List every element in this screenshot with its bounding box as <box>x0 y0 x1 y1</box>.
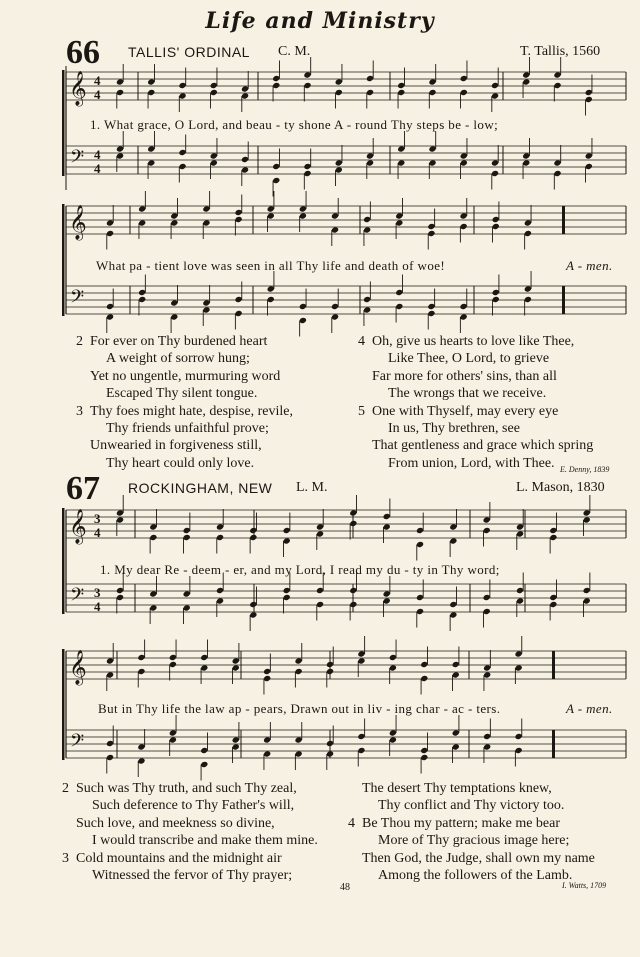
hymn-66-verses-left <box>76 333 293 472</box>
time-signature-top: 4 <box>94 73 101 88</box>
hymn-66-author-credit: E. Denny, 1839 <box>560 465 610 474</box>
verse-text: For ever on Thy burdened heart <box>90 334 268 349</box>
bass-clef-icon: 𝄢 <box>70 731 85 756</box>
verse-line <box>348 815 595 832</box>
verse-number: 4 <box>358 334 365 349</box>
verse-text: Such was Thy truth, and such Thy zeal, <box>76 781 297 796</box>
verse-line <box>76 333 293 350</box>
verse-line: Thy friends unfaithful prove; <box>106 421 269 437</box>
treble-clef-icon: 𝄞 <box>69 205 87 240</box>
hymn-67-amen: A - men. <box>566 701 613 716</box>
hymn-66-lyric-line-1: 1. What grace, O Lord, and beau - ty shone A - round Thy steps be - low; <box>90 117 499 132</box>
verse-line <box>358 403 593 420</box>
time-signature-bottom: 4 <box>94 525 101 540</box>
verse-number: 4 <box>348 815 355 831</box>
verse-number: 3 <box>62 850 69 866</box>
final-bar <box>552 651 555 679</box>
verse-line: Like Thee, O Lord, to grieve <box>388 351 550 367</box>
verse-line: I would transcribe and make them mine. <box>92 833 318 849</box>
verse-line: Such deference to Thy Father's will, <box>92 798 295 814</box>
verse-text: Oh, give us hearts to love like Thee, <box>372 334 575 349</box>
verse-line: In us, Thy brethren, see <box>388 421 520 437</box>
hymn-67-lyric-line-1: 1. My dear Re - deem - er, and my Lord, I read my du - ty in Thy word; <box>100 562 500 577</box>
final-bar <box>562 286 565 314</box>
verse-line <box>62 780 318 797</box>
verse-number: 5 <box>358 403 365 419</box>
hymn-66-amen: A - men. <box>566 258 613 273</box>
verse-line <box>62 850 318 867</box>
hymn-67-lyric-line-2: But in Thy life the law ap - pears, Drawn out in liv - ing char - ac - ters. <box>98 701 501 716</box>
time-signature-bottom: 4 <box>94 87 101 102</box>
verse-line: The wrongs that we receive. <box>388 386 547 402</box>
verse-line: More of Thy gracious image here; <box>378 833 570 849</box>
time-signature-top: 4 <box>94 147 101 162</box>
system-brace <box>62 649 65 760</box>
verse-text: Cold mountains and the midnight air <box>76 850 282 866</box>
hymn-66-verses-right <box>358 333 593 472</box>
verse-line: Thy heart could only love. <box>106 455 255 471</box>
hymn-66-composer: T. Tallis, 1560 <box>520 44 601 59</box>
verse-line: Far more for others' sins, than all <box>372 368 557 384</box>
hymn-67-author-credit: I. Watts, 1709 <box>562 881 607 890</box>
treble-clef-icon: 𝄞 <box>69 71 87 106</box>
verse-number: 3 <box>76 403 83 419</box>
verse-line: Escaped Thy silent tongue. <box>106 386 258 402</box>
verse-number: 2 <box>62 781 69 796</box>
bass-clef-icon: 𝄢 <box>70 147 85 172</box>
verse-line: Witnessed the fervor of Thy prayer; <box>92 868 293 884</box>
verse-line: That gentleness and grace which spring <box>372 438 594 454</box>
hymn-66-meter: C. M. <box>278 44 311 59</box>
verse-text: Thy foes might hate, despise, revile, <box>90 403 293 419</box>
verse-line: From union, Lord, with Thee. <box>388 455 555 471</box>
system-brace <box>62 70 65 176</box>
hymn-67-verses-left <box>62 780 318 884</box>
time-signature-bottom: 4 <box>94 161 101 176</box>
hymn-66-number: 66 <box>66 34 100 71</box>
bass-clef-icon: 𝄢 <box>70 287 85 312</box>
verse-line: Yet no ungentle, murmuring word <box>90 368 281 384</box>
verse-line: Among the followers of the Lamb. <box>378 868 573 884</box>
verse-line: The desert Thy temptations knew, <box>362 781 552 796</box>
treble-clef-icon: 𝄞 <box>69 650 87 685</box>
hymn-67-verses-right <box>348 780 595 884</box>
time-signature-bottom: 4 <box>94 599 101 614</box>
verse-line: Such love, and meekness so divine, <box>76 815 275 831</box>
page-header-title: Life and Ministry <box>205 8 435 34</box>
verse-line: A weight of sorrow hung; <box>106 351 250 367</box>
treble-clef-icon: 𝄞 <box>69 509 87 544</box>
final-bar <box>562 206 565 234</box>
page-number: 48 <box>340 882 350 893</box>
time-signature-top: 3 <box>94 511 101 526</box>
hymn-67-number: 67 <box>66 470 100 507</box>
hymn-66-tune-name: TALLIS' ORDINAL <box>128 44 250 60</box>
time-signature-top: 3 <box>94 585 101 600</box>
verse-text: Be Thou my pattern; make me bear <box>362 815 561 831</box>
bass-clef-icon: 𝄢 <box>70 585 85 610</box>
verse-line: Then God, the Judge, shall own my name <box>362 850 595 866</box>
verse-line: Unwearied in forgiveness still, <box>90 438 262 454</box>
hymn-66-lyric-line-2: What pa - tient love was seen in all Thy life and death of woe! <box>96 258 446 273</box>
hymn-67-meter: L. M. <box>296 480 328 495</box>
final-bar <box>552 730 555 758</box>
verse-number: 2 <box>76 334 83 349</box>
hymn-67-composer: L. Mason, 1830 <box>516 480 605 495</box>
hymn-67-tune-name: ROCKINGHAM, NEW <box>128 480 273 496</box>
system-brace <box>62 508 65 614</box>
verse-line <box>76 403 293 420</box>
system-brace <box>62 204 65 316</box>
verse-line: Thy conflict and Thy victory too. <box>378 798 565 814</box>
verse-line <box>358 333 593 350</box>
verse-text: One with Thyself, may every eye <box>372 403 559 419</box>
